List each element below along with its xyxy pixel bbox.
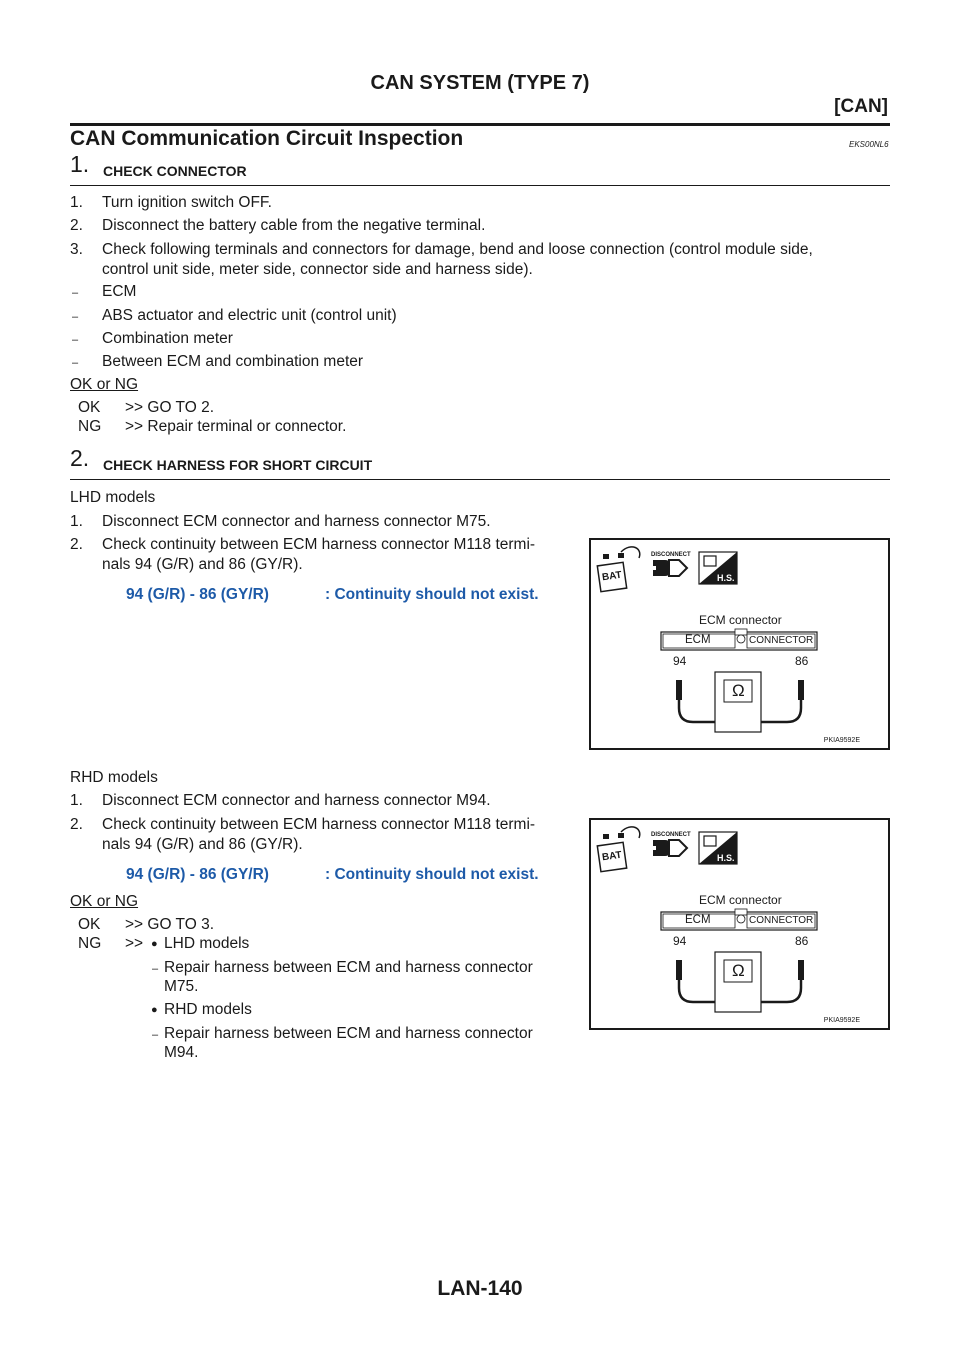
dash-item: ABS actuator and electric unit (control unit) — [102, 307, 397, 324]
result-code: OK — [78, 916, 101, 933]
spec-terminals: 94 (G/R) - 86 (GY/R) — [126, 866, 269, 883]
dash-marker: – — [72, 334, 79, 346]
dash-marker: – — [72, 311, 79, 323]
connector-caption: ECM connector — [699, 893, 782, 907]
page-header-title: CAN SYSTEM (TYPE 7) — [370, 72, 590, 94]
ecm-label: ECM — [685, 634, 711, 646]
connector-label: CONNECTOR — [749, 915, 814, 926]
dash-marker: – — [72, 287, 79, 299]
pin-86-label: 86 — [795, 654, 809, 668]
sub-item: Repair harness between ECM and harness connector — [164, 959, 533, 976]
lhd-heading: LHD models — [70, 489, 156, 506]
header-rule — [70, 123, 890, 126]
pin-94-label: 94 — [673, 654, 687, 668]
connector-caption: ECM connector — [699, 613, 782, 627]
result-code: NG — [78, 418, 102, 435]
dash-item: ECM — [102, 283, 137, 300]
disconnect-icon — [651, 560, 687, 576]
list-number: 1. — [70, 513, 83, 530]
dash-marker: – — [72, 357, 79, 369]
pin-86-label: 86 — [795, 934, 809, 948]
step-number: 1. — [70, 151, 90, 177]
dash-marker: – — [152, 963, 159, 975]
section-code: EKS00NL6 — [849, 140, 889, 149]
list-number: 2. — [70, 217, 83, 234]
battery-label: BAT — [601, 569, 623, 584]
ok-or-ng-label: OK or NG — [70, 376, 139, 393]
spec-value: : Continuity should not exist. — [325, 586, 539, 603]
bullet-item: RHD models — [164, 1001, 252, 1018]
sub-item: Repair harness between ECM and harness connector — [164, 1025, 533, 1042]
ecm-connector-figure — [589, 818, 890, 1030]
sub-item: M94. — [164, 1044, 199, 1061]
list-number: 1. — [70, 194, 83, 211]
disconnect-label: DISCONNECT — [651, 552, 691, 558]
bullet-marker: ● — [151, 1004, 158, 1016]
page-number: LAN-140 — [437, 1277, 523, 1300]
disconnect-label: DISCONNECT — [651, 832, 691, 838]
figure-code: PKIA9592E — [823, 737, 860, 744]
spec-value: : Continuity should not exist. — [325, 866, 539, 883]
result-code: OK — [78, 399, 101, 416]
result-text: >> Repair terminal or connector. — [125, 418, 347, 435]
dash-marker: – — [152, 1029, 159, 1041]
ok-or-ng-label: OK or NG — [70, 893, 139, 910]
list-item: Disconnect ECM connector and harness connector M75. — [102, 513, 491, 530]
step-2-header — [70, 445, 890, 480]
list-item: Disconnect the battery cable from the negative terminal. — [102, 217, 486, 234]
step-number: 2. — [70, 445, 90, 471]
ohm-symbol: Ω — [732, 681, 745, 700]
pin-94-label: 94 — [673, 934, 687, 948]
ohm-symbol: Ω — [732, 961, 745, 980]
ecm-label: ECM — [685, 914, 711, 926]
figure-code: PKIA9592E — [823, 1017, 860, 1024]
hs-label: H.S. — [717, 853, 735, 863]
dash-item: Between ECM and combination meter — [102, 353, 364, 370]
list-item: Disconnect ECM connector and harness connector M94. — [102, 792, 491, 809]
disconnect-icon — [651, 840, 687, 856]
sub-item: M75. — [164, 978, 199, 995]
page-header-tag: [CAN] — [834, 96, 888, 117]
list-item: Check following terminals and connectors for damage, bend and loose connection (control module side, — [102, 241, 813, 258]
result-text: >> GO TO 3. — [125, 916, 215, 933]
step-1-header — [70, 151, 890, 186]
ecm-connector-figure — [589, 538, 890, 750]
result-arrow: >> — [125, 935, 144, 952]
spec-terminals: 94 (G/R) - 86 (GY/R) — [126, 586, 269, 603]
rhd-heading: RHD models — [70, 769, 158, 786]
list-item: control unit side, meter side, connector side and harness side). — [102, 261, 533, 278]
list-item: Check continuity between ECM harness connector M118 termi- — [102, 536, 536, 553]
list-item: nals 94 (G/R) and 86 (GY/R). — [102, 556, 303, 573]
battery-label: BAT — [601, 849, 623, 864]
step-title: CHECK HARNESS FOR SHORT CIRCUIT — [103, 457, 373, 473]
list-number: 2. — [70, 816, 83, 833]
list-number: 3. — [70, 241, 83, 258]
list-number: 2. — [70, 536, 83, 553]
dash-item: Combination meter — [102, 330, 233, 347]
result-text: >> GO TO 2. — [125, 399, 215, 416]
list-number: 1. — [70, 792, 83, 809]
bullet-item: LHD models — [164, 935, 250, 952]
bullet-marker: ● — [151, 938, 158, 950]
hs-label: H.S. — [717, 573, 735, 583]
list-item: nals 94 (G/R) and 86 (GY/R). — [102, 836, 303, 853]
result-code: NG — [78, 935, 102, 952]
step-title: CHECK CONNECTOR — [103, 163, 247, 179]
list-item: Turn ignition switch OFF. — [102, 194, 272, 211]
section-title: CAN Communication Circuit Inspection — [70, 127, 464, 150]
list-item: Check continuity between ECM harness connector M118 termi- — [102, 816, 536, 833]
connector-label: CONNECTOR — [749, 635, 814, 646]
